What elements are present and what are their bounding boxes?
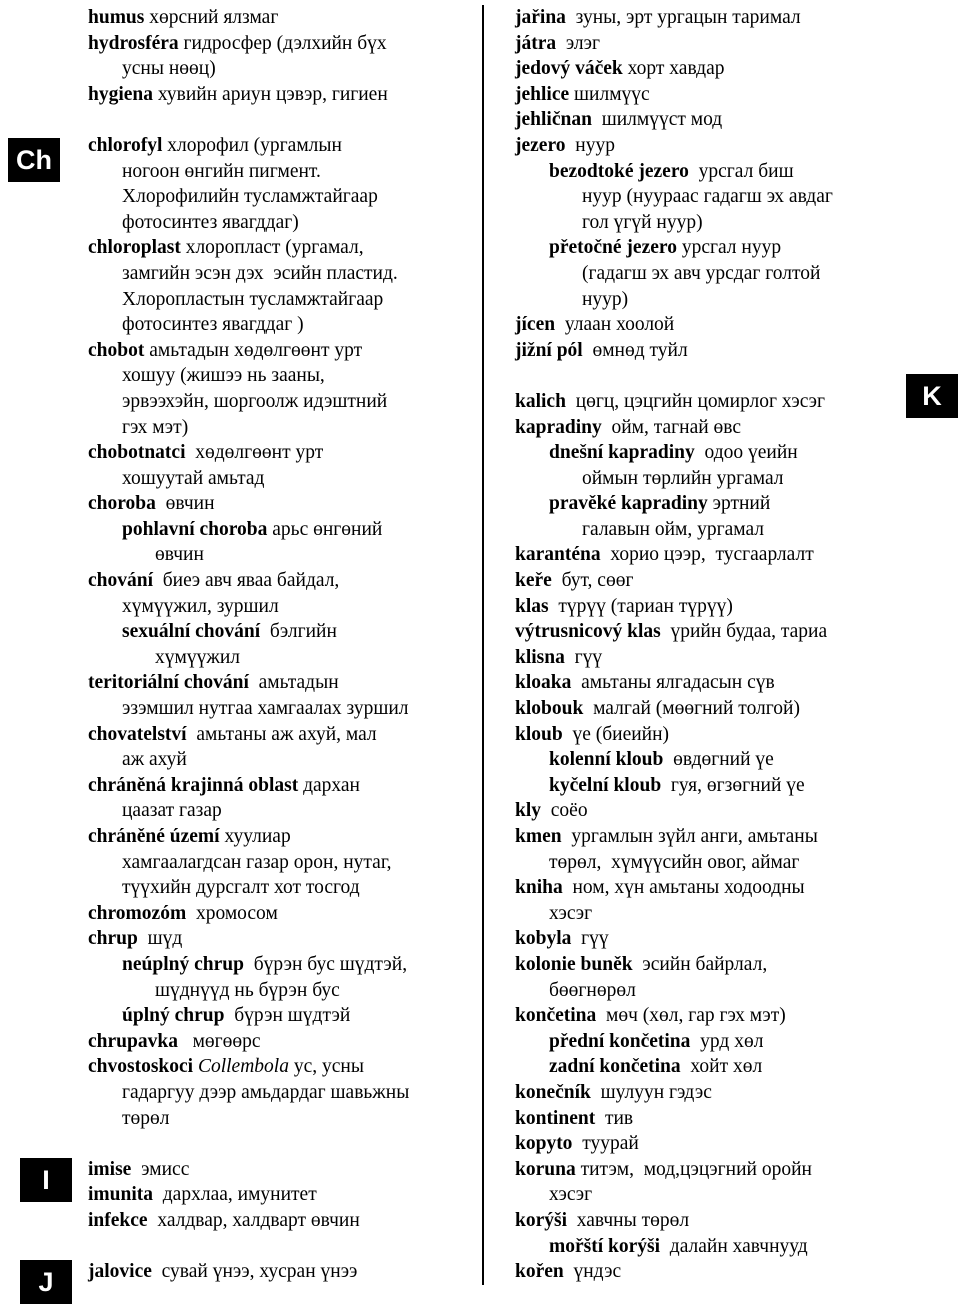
dictionary-entry — [515, 568, 905, 594]
translation: хамгаалагдсан газар орон, нутаг, — [122, 851, 392, 873]
translation: хувийн ариун цэвэр, гигиен — [153, 83, 388, 105]
dictionary-entry — [515, 133, 905, 159]
translation: хромосом — [186, 902, 278, 924]
definition-continuation — [515, 901, 905, 927]
dictionary-subentry — [515, 159, 905, 185]
dictionary-entry — [515, 1080, 905, 1106]
headword: chvostoskoci — [88, 1056, 194, 1078]
dictionary-entry — [88, 824, 478, 850]
definition-continuation — [515, 978, 905, 1004]
translation: далайн хавчнууд — [660, 1235, 808, 1257]
translation: хуулиар — [219, 826, 291, 847]
dictionary-entry — [515, 696, 905, 722]
headword: kobyla — [515, 928, 572, 950]
dictionary-entry — [515, 5, 905, 31]
headword: jižní pól — [515, 339, 583, 361]
dictionary-entry — [88, 1054, 478, 1080]
definition-continuation — [88, 645, 478, 671]
headword: infekce — [88, 1209, 148, 1231]
headword: konečník — [515, 1081, 591, 1103]
definition-continuation — [515, 517, 905, 543]
section-tab-i: I — [20, 1158, 72, 1202]
section-tab-ch: Ch — [8, 138, 60, 182]
headword: úplný chrup — [122, 1005, 225, 1027]
translation: хлоропласт (ургамал, — [180, 237, 364, 259]
translation: бүрэн шүдтэй — [224, 1005, 351, 1027]
translation: амьтаны ялгадасын сүв — [571, 672, 775, 694]
headword: korýši — [515, 1209, 568, 1231]
dictionary-entry — [515, 31, 905, 57]
translation: гэх мэт) — [122, 416, 189, 438]
translation: өвчин — [155, 493, 215, 515]
translation: эртний — [707, 493, 771, 515]
dictionary-entry — [88, 722, 478, 748]
headword: chovatelství — [88, 723, 187, 745]
headword: přední končetina — [549, 1030, 691, 1052]
dictionary-entry — [515, 1003, 905, 1029]
headword: jehlice — [515, 83, 570, 105]
headword: chráněná krajinná oblast — [88, 774, 299, 796]
translation: үндэс — [563, 1261, 622, 1283]
headword: kalich — [515, 390, 566, 412]
dictionary-entry — [88, 1259, 478, 1285]
dictionary-entry — [88, 773, 478, 799]
translation: хөдөлгөөнт урт — [185, 442, 324, 464]
dictionary-entry — [88, 491, 478, 517]
translation: элэг — [556, 32, 601, 54]
headword: kyčelní kloub — [549, 774, 662, 796]
headword: kloub — [515, 723, 563, 745]
translation: мөгөөрс — [177, 1030, 261, 1052]
dictionary-entry — [88, 133, 478, 159]
dictionary-entry — [88, 338, 478, 364]
headword: výtrusnicový klas — [515, 621, 661, 643]
section-gap — [88, 107, 478, 133]
section-gap — [515, 363, 905, 389]
dictionary-subentry — [88, 1003, 478, 1029]
dictionary-entry — [515, 338, 905, 364]
dictionary-entry — [88, 1029, 478, 1055]
translation: амьтадын — [248, 672, 339, 694]
dictionary-entry — [515, 722, 905, 748]
headword: chobot — [88, 339, 145, 361]
headword: játra — [515, 32, 557, 54]
translation: амьтаны аж ахуй, мал — [186, 723, 377, 745]
dictionary-entry — [515, 875, 905, 901]
dictionary-subentry — [515, 1054, 905, 1080]
headword: jícen — [515, 314, 556, 336]
definition-continuation — [515, 1182, 905, 1208]
dictionary-entry — [515, 594, 905, 620]
definition-continuation — [88, 56, 478, 82]
definition-continuation — [88, 1106, 478, 1132]
translation: хлорофил (ургамлын — [162, 134, 342, 156]
definition-continuation — [515, 850, 905, 876]
translation: соёо — [541, 800, 588, 822]
headword: dnešní kapradiny — [549, 442, 695, 464]
translation: ус, усны — [288, 1056, 364, 1078]
headword: končetina — [515, 1005, 597, 1027]
dictionary-entry — [88, 235, 478, 261]
headword: kapradiny — [515, 416, 602, 438]
translation: ургамлын зүйл анги, амьтаны — [561, 826, 818, 847]
headword: karanténa — [515, 544, 601, 566]
dictionary-subentry — [515, 491, 905, 517]
headword: sexuální chování — [122, 621, 261, 643]
translation: эмисс — [131, 1158, 190, 1180]
translation: дархан — [298, 774, 360, 796]
dictionary-entry — [88, 568, 478, 594]
headword: koruna — [515, 1158, 576, 1180]
dictionary-entry — [88, 670, 478, 696]
translation: биеэ авч яваа байдал, — [153, 570, 340, 592]
dictionary-entry — [515, 670, 905, 696]
headword: zadní končetina — [549, 1056, 681, 1078]
translation: эрвээхэйн, шоргоолж идэштний — [122, 390, 388, 412]
headword: kloaka — [515, 672, 572, 694]
definition-continuation — [88, 210, 478, 236]
translation: шилмүүс — [569, 83, 650, 105]
definition-continuation — [88, 389, 478, 415]
dictionary-subentry — [515, 440, 905, 466]
definition-continuation — [88, 466, 478, 492]
translation: ном, хүн амьтаны ходоодны — [562, 877, 805, 899]
translation: төрөл — [122, 1107, 170, 1129]
definition-continuation — [88, 594, 478, 620]
headword: jehličnan — [515, 109, 592, 131]
section-tab-k: K — [906, 374, 958, 418]
translation: бэлгийн — [260, 621, 337, 643]
translation: хөрсний ялзмаг — [144, 7, 279, 28]
translation: сувай үнээ, хусран үнээ — [151, 1261, 358, 1283]
translation: эзэмшил нутгаа хамгаалах зуршил — [122, 698, 409, 720]
translation: улаан хоолой — [555, 314, 675, 336]
dictionary-entry — [515, 82, 905, 108]
translation: хорио цээр, тусгаарлалт — [600, 544, 814, 566]
definition-continuation — [88, 875, 478, 901]
translation: нуур — [565, 134, 615, 156]
dictionary-entry — [515, 926, 905, 952]
definition-continuation — [515, 210, 905, 236]
definition-continuation — [88, 261, 478, 287]
headword: kmen — [515, 826, 562, 847]
translation: галавын ойм, ургамал — [582, 518, 765, 540]
translation: арьс өнгөний — [267, 518, 383, 540]
section-tab-j: J — [20, 1260, 72, 1304]
dictionary-entry — [515, 824, 905, 850]
dictionary-subentry — [88, 517, 478, 543]
translation: малгай (мөөгний толгой) — [583, 698, 800, 720]
translation: мөч (хөл, гар гэх мэт) — [596, 1005, 786, 1027]
translation: титэм, мод,цэцэгний оройн — [575, 1158, 812, 1180]
left-column — [88, 5, 478, 1285]
dictionary-entry — [515, 952, 905, 978]
dictionary-entry — [515, 542, 905, 568]
headword: kly — [515, 800, 542, 822]
dictionary-entry — [88, 5, 478, 31]
translation: дархлаа, имунитет — [153, 1184, 317, 1206]
headword: chrupavka — [88, 1030, 178, 1052]
translation: аж ахуй — [122, 749, 187, 771]
translation: амьтадын хөдөлгөөнт урт — [144, 339, 363, 361]
translation: үрийн будаа, тариа — [660, 621, 828, 643]
definition-continuation — [88, 542, 478, 568]
translation: бут, сөөг — [551, 570, 634, 592]
definition-continuation — [88, 850, 478, 876]
translation: хорт хавдар — [622, 58, 725, 80]
headword: kolenní kloub — [549, 749, 664, 771]
dictionary-entry — [88, 901, 478, 927]
translation: Хлоропластын тусламжтайгаар — [122, 288, 384, 310]
headword: chrup — [88, 928, 138, 950]
definition-continuation — [88, 312, 478, 338]
headword: hygiena — [88, 83, 154, 105]
headword: chlorofyl — [88, 134, 163, 156]
translation: өмнөд туйл — [582, 339, 688, 361]
translation: фотосинтез явагддаг) — [122, 211, 299, 233]
dictionary-entry — [88, 1208, 478, 1234]
dictionary-entry — [88, 82, 478, 108]
headword: imunita — [88, 1184, 154, 1206]
dictionary-entry — [88, 1182, 478, 1208]
translation: өвдөгний үе — [663, 749, 774, 771]
definition-continuation — [88, 287, 478, 313]
headword: mořští korýši — [549, 1235, 661, 1257]
headword: keře — [515, 570, 552, 592]
dictionary-subentry — [515, 747, 905, 773]
translation: хүмүүжил, зуршил — [122, 595, 279, 617]
headword: chloroplast — [88, 237, 181, 259]
translation: шулуун гэдэс — [590, 1081, 712, 1103]
dictionary-entry — [515, 1131, 905, 1157]
dictionary-entry — [515, 56, 905, 82]
dictionary-entry — [515, 389, 905, 415]
dictionary-entry — [88, 31, 478, 57]
translation: хэсэг — [549, 902, 593, 924]
translation: төрөл, хүмүүсийн овог, аймаг — [549, 851, 800, 873]
translation: зуны, эрт ургацын таримал — [565, 7, 801, 28]
dictionary-entry — [515, 1106, 905, 1132]
definition-continuation — [515, 184, 905, 210]
headword: klas — [515, 595, 549, 617]
definition-continuation — [515, 466, 905, 492]
translation: цөгц, цэцгийн цомирлог хэсэг — [565, 390, 826, 412]
headword: bezodtoké jezero — [549, 160, 689, 182]
headword: klobouk — [515, 698, 584, 720]
translation: түрүү (тариан түрүү) — [548, 595, 733, 617]
headword: jedový váček — [515, 58, 623, 80]
translation: түүхийн дурсгалт хот тосгод — [122, 877, 360, 899]
translation: оймын төрлийн ургамал — [582, 467, 784, 489]
translation: гүү — [564, 646, 603, 668]
headword: humus — [88, 7, 145, 28]
headword: jezero — [515, 134, 566, 156]
definition-continuation — [88, 159, 478, 185]
translation: хошуу (жишээ нь зааны, — [122, 365, 325, 387]
dictionary-subentry — [515, 1234, 905, 1260]
headword: chobotnatci — [88, 442, 186, 464]
translation: хошуутай амьтад — [122, 467, 265, 489]
definition-continuation — [88, 798, 478, 824]
translation: нуур (нуураас гадагш эх авдаг — [582, 186, 833, 208]
headword: teritoriální chování — [88, 672, 249, 694]
definition-continuation — [88, 415, 478, 441]
translation: цаазат газар — [122, 800, 222, 822]
headword: jařina — [515, 7, 566, 28]
translation: урсгал нуур — [676, 237, 782, 259]
translation: (гадагш эх авч урсдаг голтой — [582, 262, 821, 284]
latin-term: Collembola — [197, 1056, 289, 1078]
translation: хойт хөл — [680, 1056, 763, 1078]
dictionary-entry — [515, 1259, 905, 1285]
translation: хүмүүжил — [155, 646, 240, 668]
dictionary-entry — [88, 1157, 478, 1183]
translation: бөөгнөрөл — [549, 979, 636, 1001]
translation: тив — [595, 1107, 634, 1129]
translation: одоо үеийн — [694, 442, 798, 464]
definition-continuation — [88, 747, 478, 773]
headword: chování — [88, 570, 154, 592]
definition-continuation — [88, 1080, 478, 1106]
headword: neúplný chrup — [122, 953, 244, 975]
headword: přetočné jezero — [549, 237, 677, 259]
translation: гүү — [571, 928, 609, 950]
translation: Хлорофилийн тусламжтайгаар — [122, 186, 378, 208]
translation: фотосинтез явагддаг ) — [122, 314, 304, 336]
dictionary-subentry — [88, 952, 478, 978]
translation: бүрэн бус шүдтэй, — [243, 953, 408, 975]
headword: chromozóm — [88, 902, 187, 924]
headword: hydrosféra — [88, 32, 179, 54]
headword: pravěké kapradiny — [549, 493, 708, 515]
translation: үе (биеийн) — [562, 723, 670, 745]
translation: ойм, тагнай өвс — [601, 416, 742, 438]
translation: нуур) — [582, 288, 629, 310]
translation: эсийн байрлал, — [632, 953, 768, 975]
dictionary-entry — [88, 440, 478, 466]
dictionary-subentry — [88, 619, 478, 645]
dictionary-entry — [88, 926, 478, 952]
headword: pohlavní choroba — [122, 518, 268, 540]
headword: kontinent — [515, 1107, 596, 1129]
translation: замгийн эсэн дэх эсийн пластид. — [122, 262, 398, 284]
headword: jalovice — [88, 1261, 152, 1283]
headword: kolonie buněk — [515, 953, 633, 975]
translation: гол үгүй нуур) — [582, 211, 703, 233]
dictionary-entry — [515, 619, 905, 645]
translation: хэсэг — [549, 1184, 593, 1206]
translation: халдвар, халдварт өвчин — [147, 1209, 360, 1231]
dictionary-entry — [515, 1208, 905, 1234]
translation: ногоон өнгийн пигмент. — [122, 160, 321, 182]
headword: chráněné území — [88, 826, 220, 847]
translation: гидросфер (дэлхийн бүх — [178, 32, 387, 54]
translation: шүднүүд нь бүрэн бус — [155, 979, 340, 1001]
definition-continuation — [88, 184, 478, 210]
section-gap — [88, 1131, 478, 1157]
dictionary-subentry — [515, 235, 905, 261]
right-column — [515, 5, 905, 1285]
dictionary-entry — [515, 107, 905, 133]
dictionary-entry — [515, 798, 905, 824]
column-divider — [482, 5, 484, 1285]
translation: туурай — [572, 1133, 639, 1155]
definition-continuation — [515, 287, 905, 313]
translation: гадаргуу дээр амьдардаг шавьжны — [122, 1081, 410, 1103]
translation: шүд — [137, 928, 183, 950]
headword: imise — [88, 1158, 132, 1180]
definition-continuation — [515, 261, 905, 287]
headword: kořen — [515, 1261, 564, 1283]
translation: шилмүүст мод — [591, 109, 723, 131]
dictionary-entry — [515, 1157, 905, 1183]
dictionary-entry — [515, 415, 905, 441]
definition-continuation — [88, 363, 478, 389]
translation: өвчин — [155, 544, 204, 566]
definition-continuation — [88, 978, 478, 1004]
headword: kniha — [515, 877, 563, 899]
translation: хавчны төрөл — [567, 1209, 690, 1231]
translation: усны нөөц) — [122, 58, 216, 80]
translation: урд хөл — [690, 1030, 764, 1052]
headword: choroba — [88, 493, 156, 515]
headword: klisna — [515, 646, 565, 668]
dictionary-entry — [515, 312, 905, 338]
dictionary-subentry — [515, 773, 905, 799]
translation: урсгал биш — [688, 160, 794, 182]
translation: гуя, өгзөгний үе — [661, 774, 805, 796]
section-gap — [88, 1234, 478, 1260]
dictionary-subentry — [515, 1029, 905, 1055]
headword: kopyto — [515, 1133, 573, 1155]
dictionary-entry — [515, 645, 905, 671]
definition-continuation — [88, 696, 478, 722]
